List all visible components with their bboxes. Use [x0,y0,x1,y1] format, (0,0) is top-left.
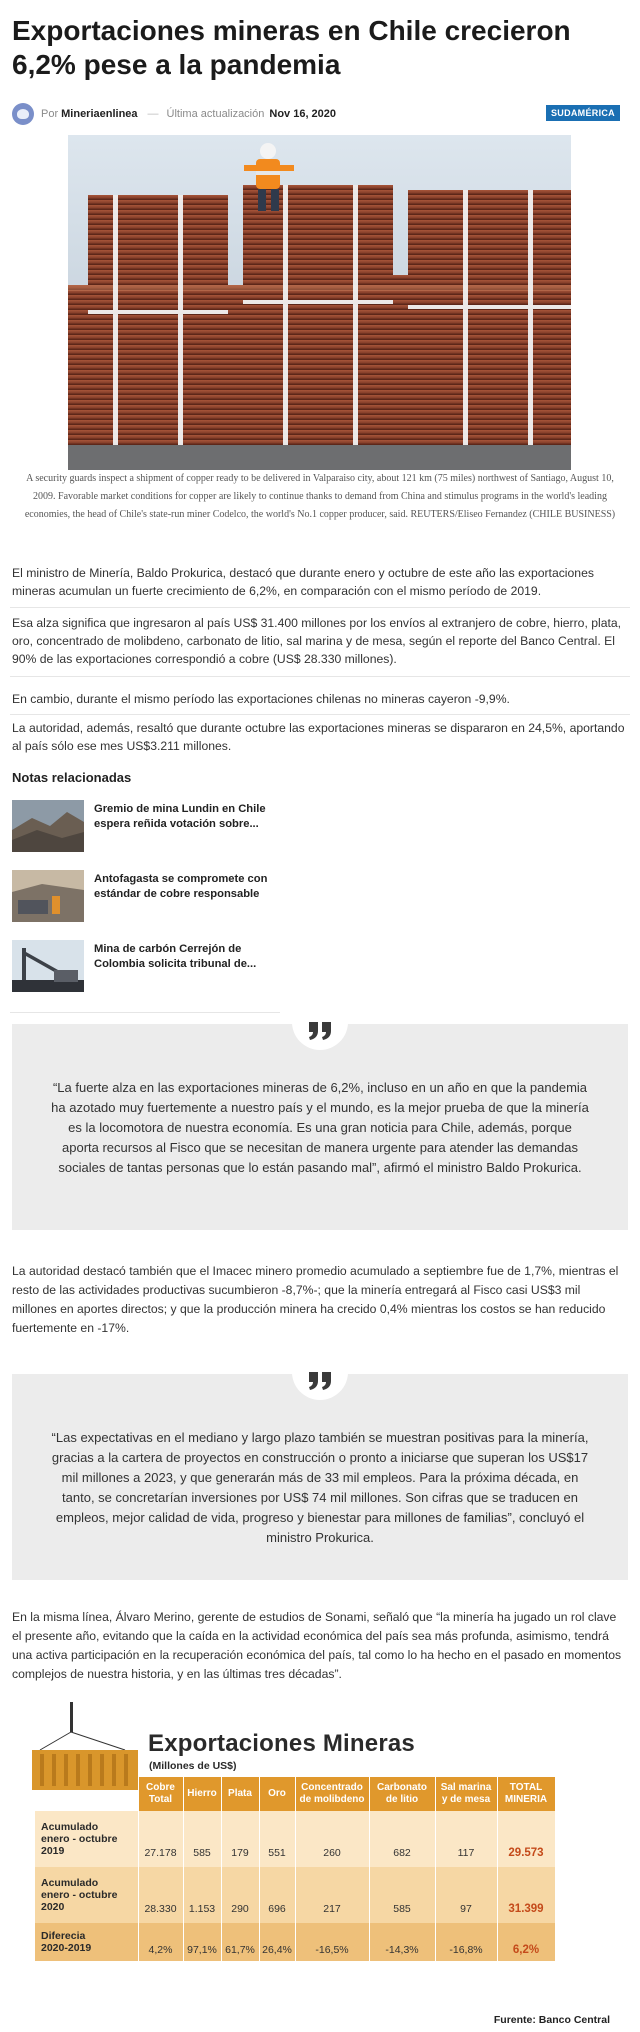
column-header [138,1777,183,1811]
divider [10,607,630,608]
table-cell: 27.178 [138,1811,183,1867]
paragraph-4: La autoridad, además, resaltó que durante octubre las exportaciones mineras se dispararon en 24,5%, aportando al país sólo ese mes US$3.211 millones. [12,721,625,753]
column-header [259,1777,295,1811]
by-label: Por [41,108,59,120]
column-header [183,1777,221,1811]
related-thumbnail[interactable] [12,800,84,852]
quote-block [12,1374,628,1580]
exports-infographic [20,1702,620,2032]
paragraph-6: En la misma línea, Álvaro Merino, gerente de estudios de Sonami, señaló que “la minería ha jugado un rol clave el presente año, evitando que la caída en la actividad económica del país sea más profunda, asimismo, tendrá una activa participación en la recuperación económica del país, tal como lo ha hecho en el pasado en momentos complejos de nuestra historia, y en las últimas tres décadas”. [12,1610,622,1681]
row-label-line: 2020 [41,1901,65,1913]
column-header-line: Carbonato [377,1782,427,1793]
column-header-line: Hierro [187,1788,217,1799]
table-cell: 551 [259,1811,295,1867]
row-label [35,1811,138,1867]
table-cell: 696 [259,1867,295,1923]
table-cell: 97,1% [183,1923,221,1961]
column-header-line: Cobre [146,1782,175,1793]
related-notes-heading: Notas relacionadas [12,770,132,785]
row-label-line: Acumulado [41,1821,99,1833]
paragraph-5: La autoridad destacó también que el Imacec minero promedio acumulado a septiembre fue de 1,7%, mientras el resto de las actividades productivas sucumbieron -8,7%-; que la minería entregará al Fisco casi US$3 mil millones en aportes directos; y que la producción minera ha crecido 0,4% mientras los costos se han reducido fuertemente en -17%. [12,1264,619,1335]
table-cell: 61,7% [221,1923,259,1961]
meta-separator: — [147,108,159,120]
row-label-line: 2020-2019 [41,1942,92,1954]
table-cell: -16,8% [435,1923,497,1961]
table-cell: -16,5% [295,1923,369,1961]
category-badge[interactable]: SUDAMÉRICA [546,105,620,121]
column-header-line: Sal marina [440,1782,492,1793]
column-header [369,1777,435,1811]
column-header-line: Oro [268,1788,286,1799]
column-header-line: Plata [228,1788,252,1799]
table-row [35,1923,555,1961]
column-header-line: de molibdeno [299,1794,365,1805]
row-label-line: 2019 [41,1845,65,1857]
related-item[interactable] [12,940,312,992]
table-cell: 585 [369,1867,435,1923]
column-header [295,1777,369,1811]
paragraph-1: El ministro de Minería, Baldo Prokurica, destacó que durante enero y octubre de este año las exportaciones mineras acumulan un fuerte crecimiento de 6,2%, en comparación con el mismo período de 2019. [12,566,594,598]
divider [10,1012,280,1013]
column-header-line: Total [148,1794,173,1805]
column-header-line: de litio [385,1794,419,1805]
paragraph-2: Esa alza significa que ingresaron al país US$ 31.400 millones por los envíos al extranjero de cobre, hierro, plata, oro, concentrado de molibdeno, carbonato de litio, sal marina y de mesa, según el reporte del Banco Central. El 90% de las exportaciones correspondió a cobre (US$ 28.330 millones). [12,616,622,666]
column-header-line: y de mesa [441,1794,491,1805]
quote-block [12,1024,628,1230]
quote-icon [292,1010,348,1050]
row-label-line: enero - octubre [41,1889,118,1901]
total-cell: 6,2% [497,1923,555,1961]
column-header [221,1777,259,1811]
table-cell: 97 [435,1867,497,1923]
column-header-line: MINERIA [504,1794,548,1805]
publish-date: Nov 16, 2020 [269,108,337,120]
column-header-line: Concentrado [301,1782,363,1793]
table-row [35,1811,555,1867]
table-cell: 217 [295,1867,369,1923]
row-label [35,1867,138,1923]
divider [10,676,630,677]
copper-cathodes-illustration [68,135,571,470]
infographic-title: Exportaciones Mineras [148,1730,415,1757]
image-caption: A security guards inspect a shipment of copper ready to be delivered in Valparaiso city, about 121 km (75 miles) northwest of Santiago, August 10, 2009. Favorable market conditions for copper are likely to continue thanks to demand from China and stimulus programs in the world's leading economies, the head of Chile's state-run miner Codelco, the world's No.1 copper producer, said. REUTERS/Eliseo Fernandez (CHILE BUSINESS) [24,473,616,520]
row-label [35,1923,138,1961]
author-link[interactable]: Mineriaenlinea [61,108,138,120]
related-title[interactable]: Mina de carbón Cerrejón de Colombia solicita tribunal de... [94,943,257,970]
quote-text: “Las expectativas en el mediano y largo plazo también se muestran positivas para la minería, gracias a la cartera de proyectos en construcción o pronto a iniciarse que superan los US$17 mil millones a 2023, y que generarán más de 33 mil empleos. Para la próxima década, en tanto, se concretarían inversiones por US$ 74 mil millones. Son cifras que se traducen en empleos, mejor calidad de vida, progreso y bienestar para millones de familias”, concluyó el ministro Prokurica. [51,1430,589,1545]
row-label-line: Acumulado [41,1877,99,1889]
article-meta [12,100,628,128]
infographic-subtitle: (Millones de US$) [149,1760,237,1772]
total-cell: 29.573 [497,1811,555,1867]
table-cell: -14,3% [369,1923,435,1961]
related-item[interactable] [12,800,312,852]
updated-label: Última actualización [166,108,265,120]
exports-table [35,1777,556,1961]
column-header [435,1777,497,1811]
table-cell: 4,2% [138,1923,183,1961]
related-title[interactable]: Antofagasta se compromete con estándar de cobre responsable [94,873,268,900]
related-item[interactable] [12,870,312,922]
table-corner [35,1777,138,1811]
quote-icon [292,1360,348,1400]
related-thumbnail[interactable] [12,870,84,922]
row-label-line: enero - octubre [41,1833,118,1845]
hero-image [68,135,571,470]
infographic-source: Furente: Banco Central [493,2014,610,2026]
avatar-icon[interactable] [12,103,34,125]
table-cell: 1.153 [183,1867,221,1923]
table-cell: 26,4% [259,1923,295,1961]
row-label-line: Diferecia [41,1930,86,1942]
paragraph-3: En cambio, durante el mismo período las exportaciones chilenas no mineras cayeron -9,9%. [12,692,510,706]
article-title: Exportaciones mineras en Chile crecieron 6,2% pese a la pandemia [12,15,571,80]
column-header-line: TOTAL [509,1782,543,1793]
table-cell: 117 [435,1811,497,1867]
table-row [35,1867,555,1923]
table-cell: 585 [183,1811,221,1867]
table-cell: 28.330 [138,1867,183,1923]
table-cell: 682 [369,1811,435,1867]
quote-text: “La fuerte alza en las exportaciones mineras de 6,2%, incluso en un año en que la pandemia ha azotado muy fuertemente a nuestro país y el mundo, es la mejor prueba de que la minería es la locomotora de nuestra economía. Es una gran noticia para Chile, además, porque aporta recursos al Fisco que se necesitan de manera urgente para atender las demandas sociales de tantas personas que lo están pasando mal”, afirmó el ministro Baldo Prokurica. [51,1080,589,1175]
table-cell: 290 [221,1867,259,1923]
column-header [497,1777,555,1811]
total-cell: 31.399 [497,1867,555,1923]
related-title[interactable]: Gremio de mina Lundin en Chile espera reñida votación sobre... [94,803,266,830]
related-thumbnail[interactable] [12,940,84,992]
divider [10,714,630,715]
table-cell: 179 [221,1811,259,1867]
table-cell: 260 [295,1811,369,1867]
